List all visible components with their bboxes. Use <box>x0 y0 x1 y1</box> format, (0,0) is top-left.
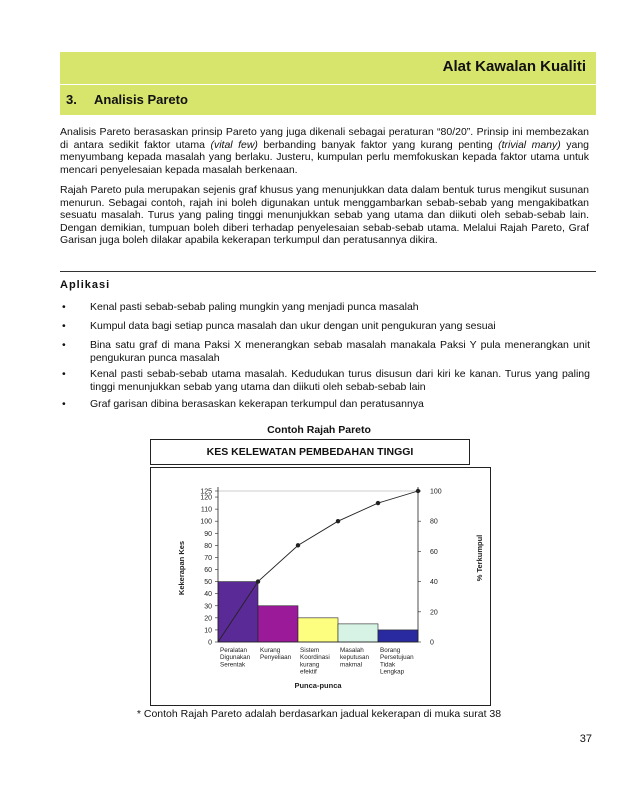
section-band <box>60 85 596 115</box>
bar <box>378 630 418 642</box>
cumulative-point <box>416 489 420 493</box>
chart-caption: Contoh Rajah Pareto <box>267 424 371 436</box>
divider <box>60 271 596 272</box>
y2-tick-label: 80 <box>430 518 438 526</box>
y-tick-label: 60 <box>204 567 212 575</box>
y2-tick-label: 20 <box>430 609 438 617</box>
bar <box>298 618 338 642</box>
page-number: 37 <box>579 733 592 745</box>
y2-axis-label: % Terkumpul <box>475 534 484 582</box>
bar <box>338 624 378 642</box>
cumulative-point <box>336 519 340 523</box>
y-tick-label: 90 <box>204 530 212 538</box>
bullet-icon: • <box>62 339 66 351</box>
y-tick-label: 100 <box>200 518 212 526</box>
intro-paragraph: Analisis Pareto berasaskan prinsip Pareto yang juga dikenali sebagai peraturan “80/20”. Prinsip ini membezakan di antara sedikit faktor utama (vital few) berbanding banyak faktor yang kurang penting (trivial many) yang menyumbang kepada masalah yang berlaku. Justeru, kumpulan perlu memfokuskan kepada faktor utama untuk mencari penyelesaian kepada masalah berkenaan. <box>60 126 589 176</box>
y-tick-label: 10 <box>204 627 212 635</box>
section-number: 3. <box>66 92 77 107</box>
footnote: * Contoh Rajah Pareto adalah berdasarkan jadual kekerapan di muka surat 38 <box>136 708 502 720</box>
y2-tick-label: 100 <box>430 488 442 496</box>
pareto-chart <box>151 468 490 705</box>
chart-title-box <box>150 439 470 465</box>
y-tick-label: 0 <box>208 639 212 647</box>
x-tick-label: Peralatan Digunakan Serentak <box>220 647 251 669</box>
y-tick-label: 30 <box>204 603 212 611</box>
y-tick-label: 70 <box>204 554 212 562</box>
bar <box>258 606 298 642</box>
bullet-icon: • <box>62 398 66 410</box>
section-title: Analisis Pareto <box>94 92 188 107</box>
y2-tick-label: 0 <box>430 639 434 647</box>
y2-tick-label: 40 <box>430 579 438 587</box>
y-tick-label: 40 <box>204 591 212 599</box>
y2-tick-label: 60 <box>430 548 438 556</box>
x-axis-label: Punca-punca <box>294 681 342 690</box>
bullet-icon: • <box>62 368 66 380</box>
y-tick-label: 80 <box>204 542 212 550</box>
header-band <box>60 52 596 84</box>
x-tick-label: Borang Persetujuan Tidak Lengkap <box>380 647 414 676</box>
chart-plot-box <box>150 467 491 706</box>
chart-title: KES KELEWATAN PEMBEDAHAN TINGGI <box>206 446 414 458</box>
pareto-paragraph: Rajah Pareto pula merupakan sejenis graf khusus yang menunjukkan data dalam bentuk turus mengikut susunan menurun. Sebagai contoh, rajah ini boleh digunakan untuk menggambarkan sebab-sebab yang mengakibatkan sesuatu masalah. Turus yang paling tinggi menunjukkan sebab yang utama dan diikuti oleh sebab-sebab lain. Dengan demikian, tumpuan boleh diberi terhadap penyelesaian sebab-sebab utama. Melalui Rajah Pareto, Graf Garisan juga boleh dilakar apabila kekerapan terkumpul dan peratusannya dikira. <box>60 184 589 247</box>
bullet-icon: • <box>62 301 66 313</box>
cumulative-point <box>256 579 260 583</box>
x-tick-label: Masalah keputusan makmal <box>340 647 370 669</box>
header-title: Alat Kawalan Kualiti <box>442 58 586 75</box>
y-axis-label: Kekerapan Kes <box>177 540 186 596</box>
cumulative-point <box>376 501 380 505</box>
x-tick-label: Sistem Koordinasi kurang efektif <box>300 647 330 676</box>
y-tick-label: 125 <box>200 488 212 496</box>
x-tick-label: Kurang Penyeliaan <box>260 647 292 662</box>
bullet-icon: • <box>62 320 66 332</box>
y-tick-label: 20 <box>204 615 212 623</box>
y-tick-label: 120 <box>200 494 212 502</box>
cumulative-point <box>296 543 300 547</box>
aplikasi-heading: Aplikasi <box>60 279 111 291</box>
y-tick-label: 50 <box>204 579 212 587</box>
y-tick-label: 110 <box>200 506 212 514</box>
